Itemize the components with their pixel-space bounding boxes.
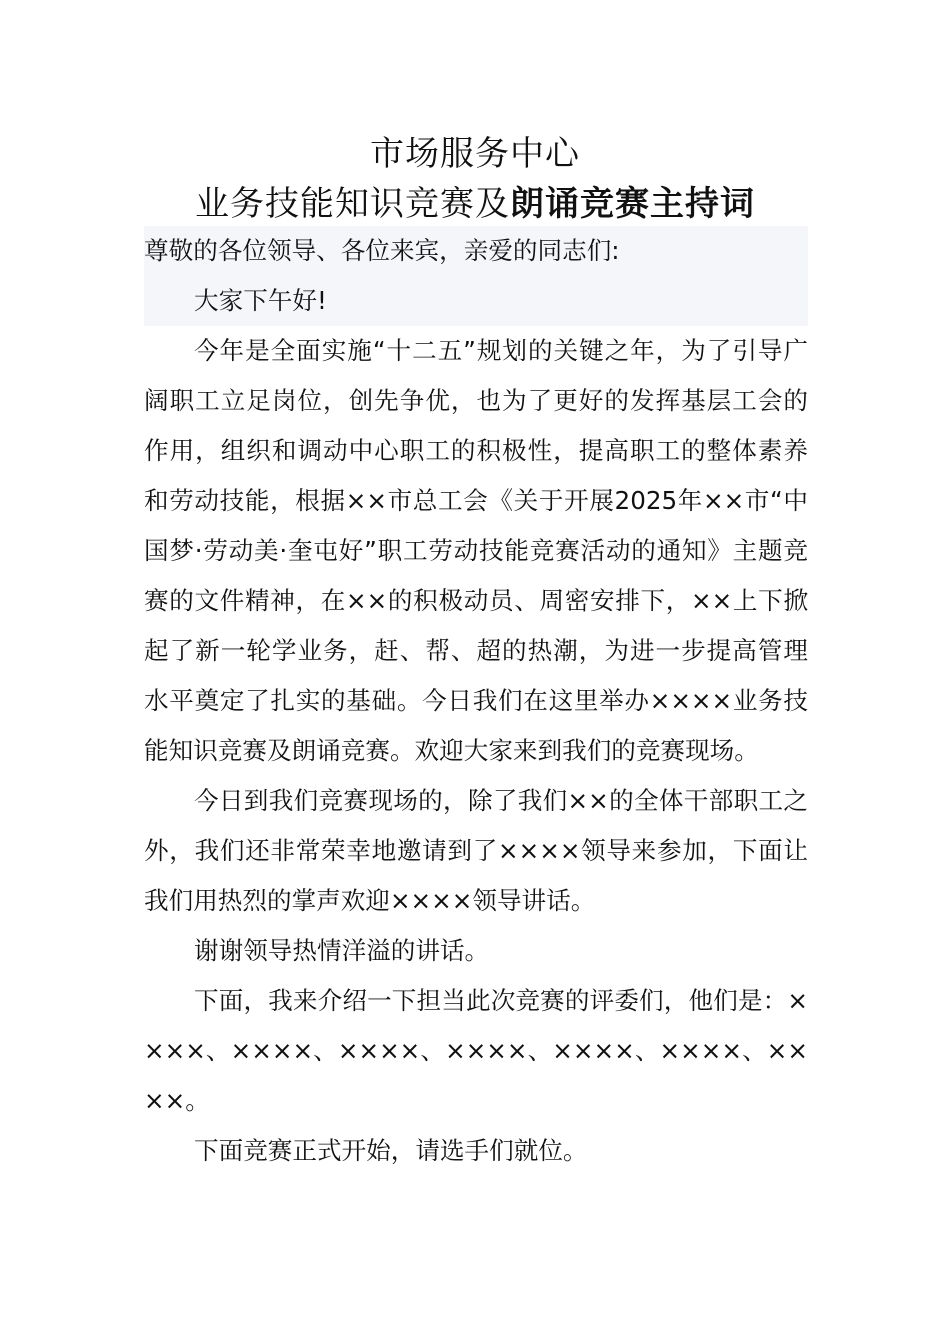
thanks-paragraph: 谢谢领导热情洋溢的讲话。	[194, 936, 490, 965]
title-line2-bold: 朗诵竞赛主持词	[510, 184, 755, 224]
greeting-paragraph: 大家下午好!	[144, 276, 808, 326]
start-paragraph: 下面竞赛正式开始，请选手们就位。	[194, 1136, 588, 1165]
title-line2-regular: 业务技能知识竞赛及	[195, 184, 510, 224]
salutation-paragraph: 尊敬的各位领导、各位来宾，亲爱的同志们:	[144, 226, 808, 276]
document-body	[144, 226, 808, 1176]
document-title-line1: 市场服务中心	[370, 134, 580, 174]
document-title-line2	[0, 176, 950, 225]
judges-paragraph: 下面，我来介绍一下担当此次竞赛的评委们，他们是：××××、××××、××××、××××、××××、××××、××××。	[144, 986, 808, 1115]
intro-paragraph: 今年是全面实施“十二五”规划的关键之年，为了引导广阔职工立足岗位，创先争优，也为了更好的发挥基层工会的作用，组织和调动中心职工的积极性，提高职工的整体素养和劳动技能，根据××市总工会《关于开展2025年××市“中国梦·劳动美·奎屯好”职工劳动技能竞赛活动的通知》主题竞赛的文件精神，在××的积极动员、周密安排下，××上下掀起了新一轮学业务，赶、帮、超的热潮，为进一步提高管理水平奠定了扎实的基础。今日我们在这里举办××××业务技能知识竞赛及朗诵竞赛。欢迎大家来到我们的竞赛现场。	[144, 336, 808, 765]
welcome-leader-paragraph: 今日到我们竞赛现场的，除了我们××的全体干部职工之外，我们还非常荣幸地邀请到了××××领导来参加，下面让我们用热烈的掌声欢迎××××领导讲话。	[144, 786, 808, 915]
